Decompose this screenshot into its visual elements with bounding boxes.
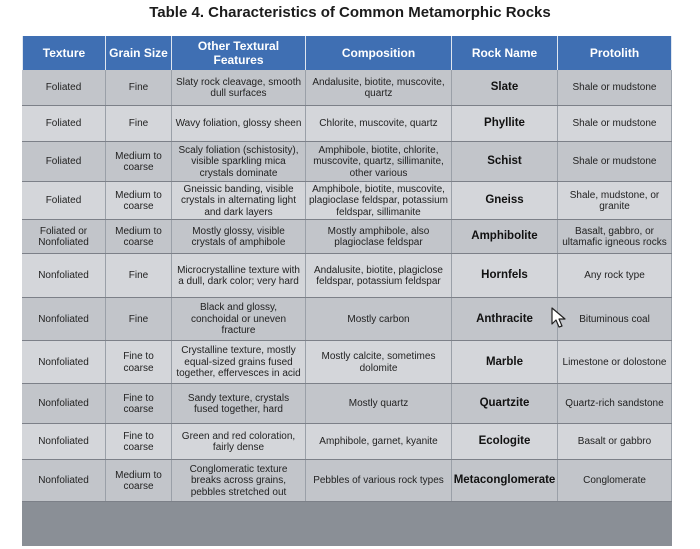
row-divider — [22, 501, 672, 502]
cell-protolith: Shale or mudstone — [558, 70, 672, 106]
cell-texture: Nonfoliated — [22, 460, 106, 502]
cell-grain: Fine — [106, 254, 172, 298]
cell-composition: Pebbles of various rock types — [306, 460, 452, 502]
cell-grain: Fine — [106, 70, 172, 106]
cell-name: Slate — [452, 70, 558, 106]
cell-composition: Andalusite, biotite, muscovite, quartz — [306, 70, 452, 106]
header-texture: Texture — [22, 36, 106, 70]
cell-protolith: Quartz-rich sandstone — [558, 384, 672, 424]
table-row — [22, 142, 672, 182]
cell-name: Gneiss — [452, 182, 558, 220]
cell-texture: Nonfoliated — [22, 384, 106, 424]
cell-composition: Andalusite, biotite, plagiclose feldspar, potassium feldspar — [306, 254, 452, 298]
cell-composition: Mostly amphibole, also plagioclase feldspar — [306, 220, 452, 254]
cell-composition: Mostly carbon — [306, 298, 452, 341]
table-title: Table 4. Characteristics of Common Metamorphic Rocks — [149, 4, 551, 21]
cell-grain: Medium to coarse — [106, 182, 172, 220]
cell-name: Hornfels — [452, 254, 558, 298]
header-grain-size: Grain Size — [106, 36, 172, 70]
cell-composition: Amphibole, garnet, kyanite — [306, 424, 452, 460]
cell-protolith: Shale or mudstone — [558, 142, 672, 182]
cell-protolith: Shale, mudstone, or granite — [558, 182, 672, 220]
cell-grain: Medium to coarse — [106, 220, 172, 254]
table-row — [22, 254, 672, 298]
cell-name: Ecologite — [452, 424, 558, 460]
mouse-pointer-icon — [551, 307, 567, 329]
cell-features: Microcrystalline texture with a dull, dark color; very hard — [172, 254, 306, 298]
cell-protolith: Shale or mudstone — [558, 106, 672, 142]
cell-protolith: Basalt or gabbro — [558, 424, 672, 460]
cell-texture: Nonfoliated — [22, 424, 106, 460]
cell-features: Wavy foliation, glossy sheen — [172, 106, 306, 142]
header-rock-name: Rock Name — [452, 36, 558, 70]
cell-texture: Nonfoliated — [22, 341, 106, 384]
cell-protolith: Bituminous coal — [558, 298, 672, 341]
cell-texture: Foliated or Nonfoliated — [22, 220, 106, 254]
cell-texture: Foliated — [22, 182, 106, 220]
cell-protolith: Conglomerate — [558, 460, 672, 502]
cell-features: Green and red coloration, fairly dense — [172, 424, 306, 460]
table-row — [22, 106, 672, 142]
cell-texture: Nonfoliated — [22, 254, 106, 298]
cell-name: Metaconglomerate — [452, 460, 558, 502]
cell-features: Gneissic banding, visible crystals in alternating light and dark layers — [172, 182, 306, 220]
cell-protolith: Limestone or dolostone — [558, 341, 672, 384]
cell-name: Phyllite — [452, 106, 558, 142]
table-row — [22, 182, 672, 220]
table-header — [22, 36, 672, 70]
cell-texture: Foliated — [22, 70, 106, 106]
table-row — [22, 70, 672, 106]
header-other-textural-features: Other Textural Features — [172, 36, 306, 70]
cell-grain: Fine — [106, 106, 172, 142]
header-protolith: Protolith — [558, 36, 672, 70]
cell-composition: Amphibole, biotite, chlorite, muscovite, quartz, sillimanite, other various — [306, 142, 452, 182]
table-row — [22, 460, 672, 502]
cell-composition: Mostly quartz — [306, 384, 452, 424]
cell-features: Scaly foliation (schistosity), visible sparkling mica crystals dominate — [172, 142, 306, 182]
cell-features: Mostly glossy, visible crystals of amphibole — [172, 220, 306, 254]
cell-grain: Medium to coarse — [106, 460, 172, 502]
cell-protolith: Basalt, gabbro, or ultamafic igneous rocks — [558, 220, 672, 254]
table-row — [22, 220, 672, 254]
cell-grain: Medium to coarse — [106, 142, 172, 182]
cell-name: Amphibolite — [452, 220, 558, 254]
metamorphic-rocks-table — [22, 36, 672, 546]
cell-composition: Amphibole, biotite, muscovite, plagioclase feldspar, potassium feldspar, sillimanite — [306, 182, 452, 220]
cell-name: Schist — [452, 142, 558, 182]
cell-composition: Mostly calcite, sometimes dolomite — [306, 341, 452, 384]
table-row — [22, 424, 672, 460]
cell-features: Slaty rock cleavage, smooth dull surfaces — [172, 70, 306, 106]
header-composition: Composition — [306, 36, 452, 70]
cell-composition: Chlorite, muscovite, quartz — [306, 106, 452, 142]
cell-features: Sandy texture, crystals fused together, hard — [172, 384, 306, 424]
cell-name: Anthracite — [452, 298, 558, 341]
table-row — [22, 384, 672, 424]
table-row — [22, 298, 672, 341]
cell-features: Black and glossy, conchoidal or uneven fracture — [172, 298, 306, 341]
cell-texture: Foliated — [22, 142, 106, 182]
table-row — [22, 341, 672, 384]
cell-name: Marble — [452, 341, 558, 384]
cell-grain: Fine to coarse — [106, 341, 172, 384]
cell-protolith: Any rock type — [558, 254, 672, 298]
cell-name: Quartzite — [452, 384, 558, 424]
cell-texture: Nonfoliated — [22, 298, 106, 341]
cell-grain: Fine — [106, 298, 172, 341]
cell-texture: Foliated — [22, 106, 106, 142]
cell-grain: Fine to coarse — [106, 424, 172, 460]
cell-features: Crystalline texture, mostly equal-sized grains fused together, effervesces in acid — [172, 341, 306, 384]
cell-grain: Fine to coarse — [106, 384, 172, 424]
cell-features: Conglomeratic texture breaks across grains, pebbles stretched out — [172, 460, 306, 502]
